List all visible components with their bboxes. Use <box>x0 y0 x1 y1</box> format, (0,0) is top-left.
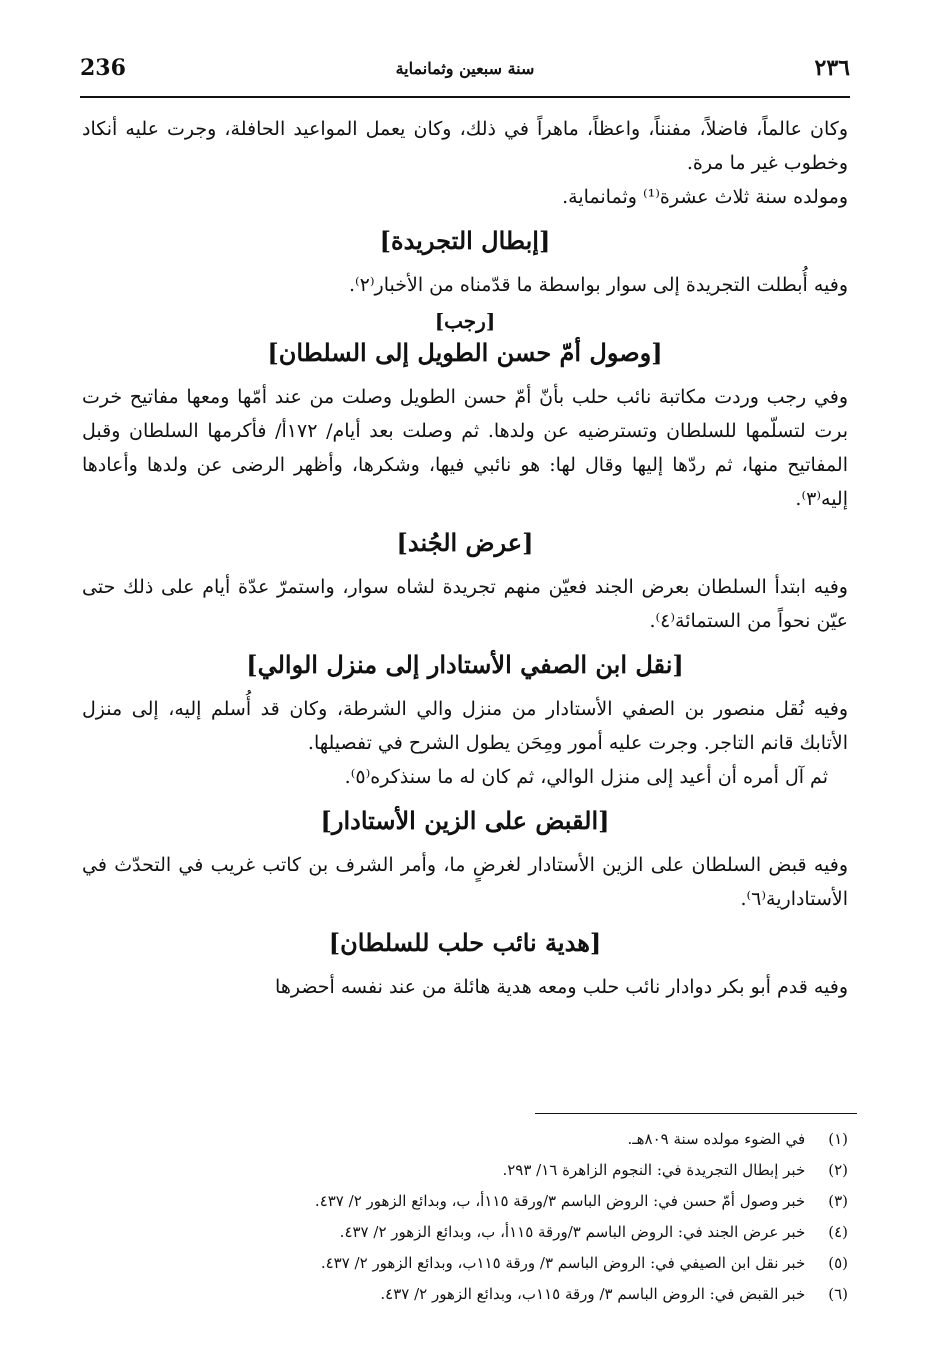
section-heading: [إبطال التجريدة] <box>379 226 551 255</box>
footnote-text: خبر القبض في: الروض الباسم ٣/ ورقة ١١٥ب، وبدائع الزهور ٢/ ٤٣٧. <box>380 1285 806 1303</box>
footnote <box>82 1186 848 1217</box>
section-heading: [القبض على الزين الأستادار] <box>320 806 610 835</box>
section-heading: [عرض الجُند] <box>396 528 534 557</box>
footnote-number: (٤) <box>828 1223 848 1241</box>
paragraph: وفيه نُقل منصور بن الصفي الأستادار من منزل والي الشرطة، وكان قد أُسلم إليه، إلى منزل الأتابك قانم التاجر. وجرت عليه أمور ومِحَن يطول الشرح في تفصيلها. <box>82 698 848 754</box>
footnote-number: (٣) <box>828 1192 848 1210</box>
paragraph: وفيه أُبطلت التجريدة إلى سوار بواسطة ما قدّمناه من الأخبار⁽٢⁾. <box>348 274 848 296</box>
paragraph: ثم آل أمره أن أعيد إلى منزل الوالي، ثم كان له ما سنذكره⁽٥⁾. <box>344 766 828 788</box>
paragraph: وفي رجب وردت مكاتبة نائب حلب بأنّ أمّ حسن الطويل وصلت من عند أمّها ومعها مفاتيح خرت برت لتسلّمها للسلطان وتسترضيه عن ولدها. ثم وصلت بعد أيام/ ١٧٢أ/ فأكرمها السلطان وقبل المفاتيح منها، ثم ردّها إليها وقال لها: هو نائبي فيها، وشكرها، وأظهر الرضى عن ولدها وأعادها إليه⁽٣⁾. <box>82 386 848 510</box>
footnote <box>82 1155 848 1186</box>
paragraph: وفيه قدم أبو بكر دوادار نائب حلب ومعه هدية هائلة من عند نفسه أحضرها <box>275 976 848 998</box>
running-title: سنة سبعين وثمانماية <box>395 59 535 78</box>
footnote-text: خبر نقل ابن الصيفي في: الروض الباسم ٣/ ورقة ١١٥ب، وبدائع الزهور ٢/ ٤٣٧. <box>320 1254 806 1272</box>
footnote <box>82 1248 848 1279</box>
footnote-rule <box>535 1113 857 1114</box>
footnote-number: (٢) <box>828 1161 848 1179</box>
page-header <box>80 55 850 95</box>
footnote-text: خبر وصول أمّ حسن في: الروض الباسم ٣/ورقة ١١٥أ، ب، وبدائع الزهور ٢/ ٤٣٧. <box>314 1192 806 1210</box>
section-heading: [وصول أمّ حسن الطويل إلى السلطان] <box>267 338 663 367</box>
footnote-number: (١) <box>828 1130 848 1148</box>
section-heading: [نقل ابن الصفي الأستادار إلى منزل الوالي] <box>246 650 684 679</box>
month-heading: [رجب] <box>434 309 496 333</box>
header-rule <box>80 96 850 98</box>
paragraph: وفيه قبض السلطان على الزين الأستادار لغرضٍ ما، وأمر الشرف بن كاتب غريب في التحدّث في الأستادارية⁽٦⁾. <box>82 854 848 910</box>
page-number-latin: 236 <box>80 55 126 81</box>
paragraph: ومولده سنة ثلاث عشرة⁽¹⁾ وثمانماية. <box>562 186 848 208</box>
section-heading: [هدية نائب حلب للسلطان] <box>328 928 602 957</box>
footnote-text: في الضوء مولده سنة ٨٠٩هـ. <box>627 1130 806 1148</box>
footnote <box>82 1124 848 1155</box>
footnote-text: خبر عرض الجند في: الروض الباسم ٣/ورقة ١١٥أ، ب، وبدائع الزهور ٢/ ٤٣٧. <box>339 1223 806 1241</box>
footnote-number: (٥) <box>828 1254 848 1272</box>
footnote <box>82 1217 848 1248</box>
footnote <box>82 1279 848 1310</box>
footnote-text: خبر إبطال التجريدة في: النجوم الزاهرة ١٦/ ٢٩٣. <box>502 1161 806 1179</box>
paragraph: وفيه ابتدأ السلطان بعرض الجند فعيّن منهم تجريدة لشاه سوار، واستمرّ عدّة أيام على ذلك حتى عيّن نحواً من الستمائة⁽٤⁾. <box>82 576 848 632</box>
footnote-number: (٦) <box>828 1285 848 1303</box>
page-number-arabic: ٢٣٦ <box>814 55 850 81</box>
main-text <box>82 112 848 1004</box>
footnotes <box>82 1124 848 1310</box>
paragraph: وكان عالماً، فاضلاً، مفنناً، واعظاً، ماهراً في ذلك، وكان يعمل المواعيد الحافلة، وجرت عليه أنكاد وخطوب غير ما مرة. <box>82 118 848 174</box>
